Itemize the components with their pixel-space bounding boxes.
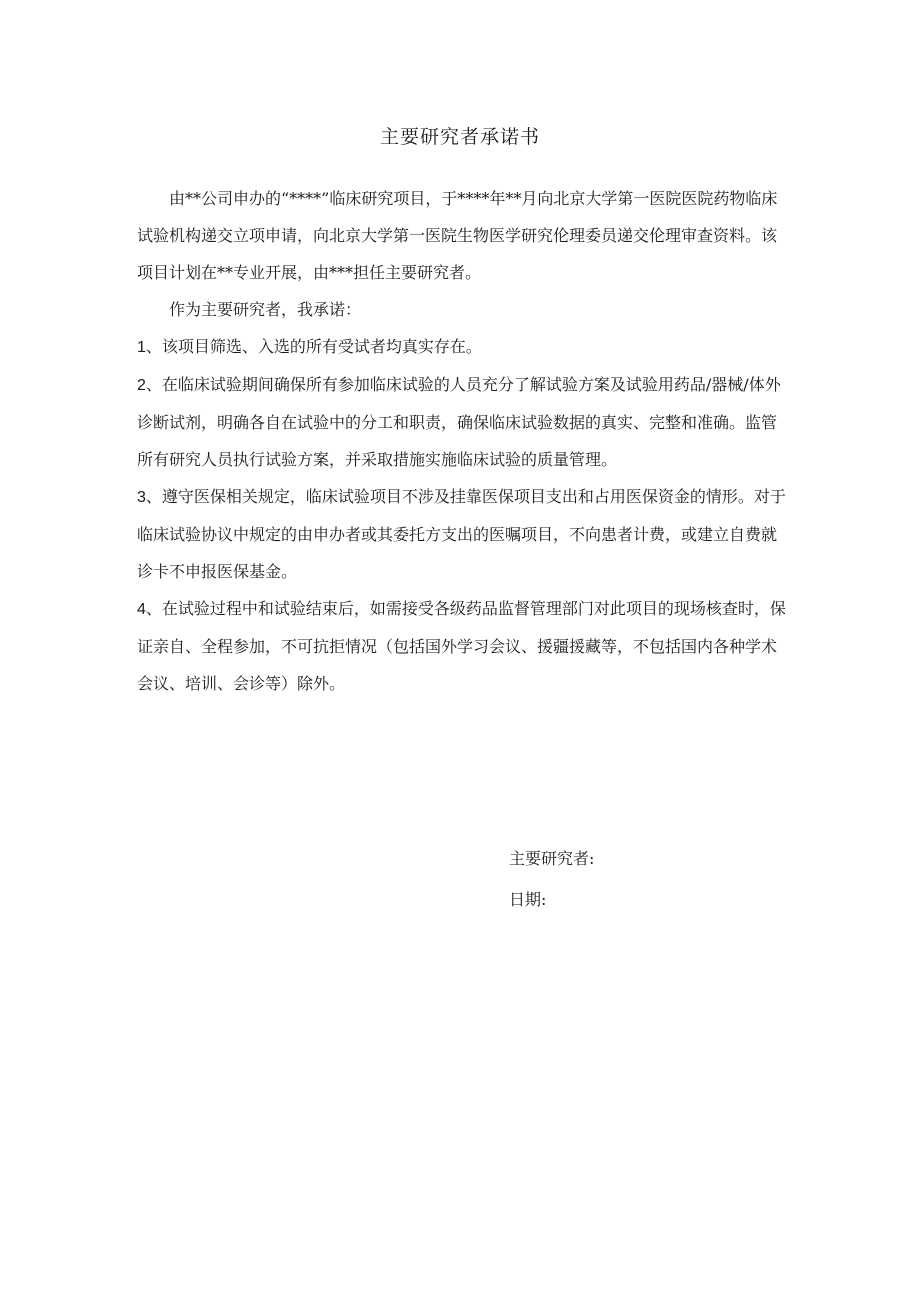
commitment-item-1 [137, 328, 787, 366]
commitment-item-3 [137, 478, 787, 590]
signature-label: 主要研究者: [509, 849, 595, 868]
date-label: 日期: [509, 890, 547, 909]
item-number: 2 [137, 377, 146, 394]
item-text: 、在临床试验期间确保所有参加临床试验的人员充分了解试验方案及试验用药品/器械/体外诊断试剂，明确各自在试验中的分工和职责，确保临床试验数据的真实、完整和准确。监管所有研究人员执行试验方案，并采取措施实施临床试验的质量管理。 [137, 375, 781, 469]
item-text: 、遵守医保相关规定，临床试验项目不涉及挂靠医保项目支出和占用医保资金的情形。对于临床试验协议中规定的由申办者或其委托方支出的医嘱项目，不向患者计费，或建立自费就诊卡不申报医保基金。 [137, 487, 786, 581]
item-text: 、该项目筛选、入选的所有受试者均真实存在。 [145, 337, 482, 356]
item-number: 3 [137, 489, 146, 506]
document-title: 主要研究者承诺书 [379, 126, 540, 148]
document-body [137, 180, 787, 702]
item-text: 、在试验过程中和试验结束后，如需接受各级药品监督管理部门对此项目的现场核查时，保证亲自、全程参加，不可抗拒情况（包括国外学习会议、援疆援藏等，不包括国内各种学术会议、培训、会诊等）除外。 [137, 599, 786, 693]
item-number: 1 [137, 339, 146, 356]
intro-paragraph: 由**公司申办的“****”临床研究项目，于****年**月向北京大学第一医院医院药物临床试验机构递交立项申请，向北京大学第一医院生物医学研究伦理委员递交伦理审查资料。该项目计划在**专业开展，由***担任主要研究者。 [137, 189, 778, 282]
commitment-lead: 作为主要研究者，我承诺： [169, 300, 362, 319]
commitment-item-2 [137, 366, 787, 478]
commitment-item-4 [137, 590, 787, 702]
item-number: 4 [137, 601, 146, 618]
